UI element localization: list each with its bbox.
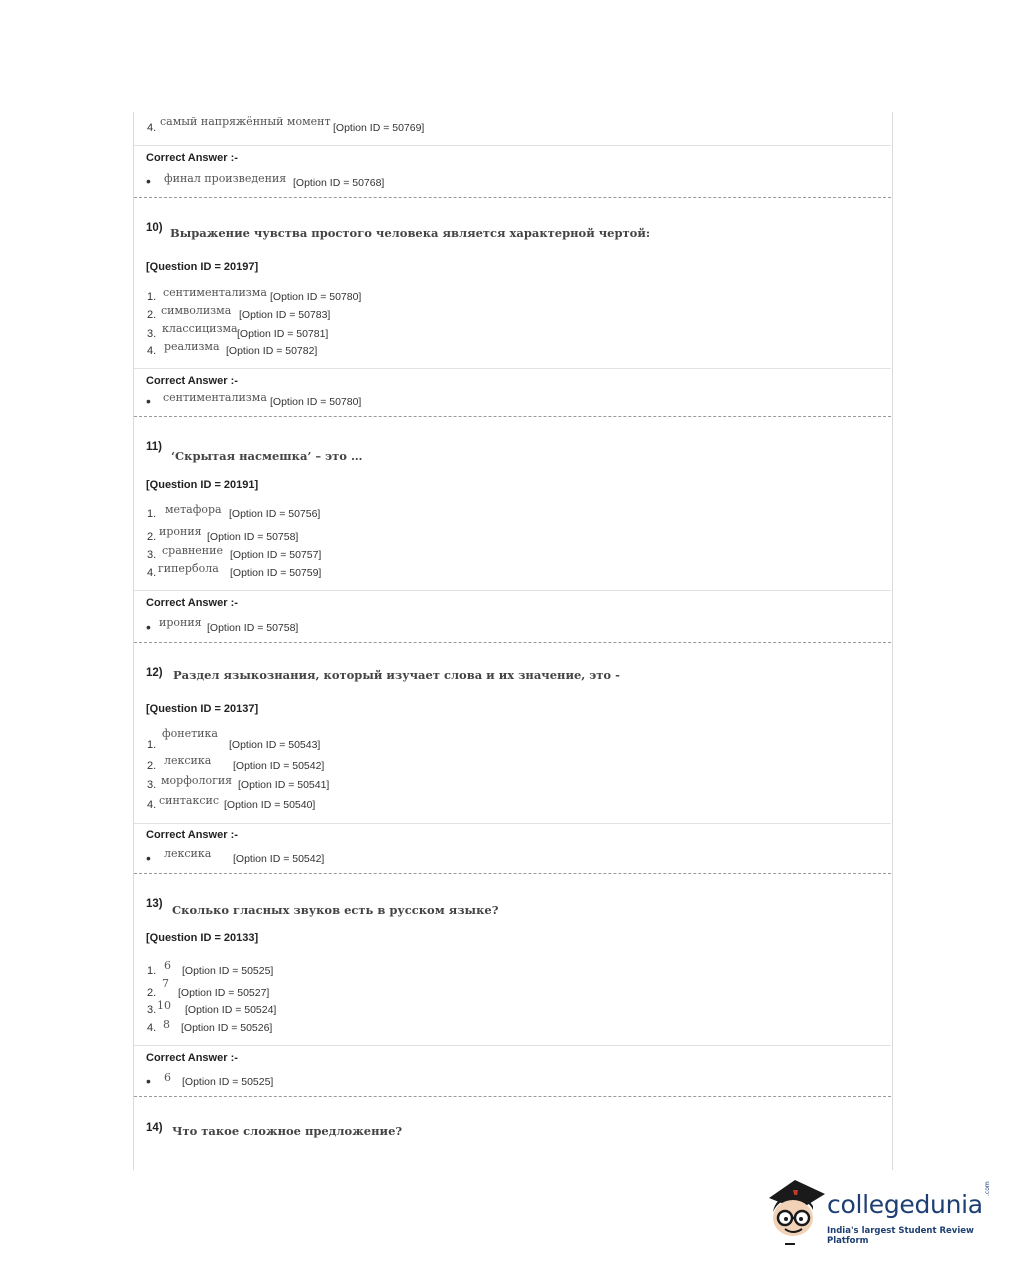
answer-bullet: • xyxy=(146,173,151,189)
option-text: сравнение xyxy=(162,544,223,557)
question-number: 10) xyxy=(146,222,163,234)
answer-text: финал произведения xyxy=(164,172,287,185)
option-number: 2. xyxy=(147,987,157,999)
correct-answer-label: Correct Answer :- xyxy=(146,152,238,164)
option-text: синтаксис xyxy=(159,794,219,807)
logo-tagline: India's largest Student Review Platform xyxy=(827,1226,974,1246)
correct-answer-label: Correct Answer :- xyxy=(146,1052,238,1064)
correct-answer-label: Correct Answer :- xyxy=(146,597,238,609)
option-number: 1. xyxy=(147,965,157,977)
option-number: 4. xyxy=(147,122,157,134)
correct-answer-label: Correct Answer :- xyxy=(146,829,238,841)
question-number: 11) xyxy=(146,441,162,453)
divider xyxy=(134,590,891,591)
question-number: 14) xyxy=(146,1122,163,1134)
option-text: 6 xyxy=(164,959,171,972)
option-id: [Option ID = 50781] xyxy=(237,328,329,340)
option-text: классицизма xyxy=(162,322,238,335)
question-id: [Question ID = 20137] xyxy=(146,703,259,715)
question-text: Сколько гласных звуков есть в русском языке? xyxy=(172,903,499,917)
divider xyxy=(134,145,891,146)
option-number: 2. xyxy=(147,760,157,772)
option-number: 1. xyxy=(147,508,157,520)
option-id: [Option ID = 50780] xyxy=(270,291,362,303)
option-id: [Option ID = 50782] xyxy=(226,345,318,357)
divider xyxy=(134,1045,891,1046)
question-separator xyxy=(134,197,891,198)
option-id: [Option ID = 50525] xyxy=(182,965,274,977)
option-text: символизма xyxy=(161,304,232,317)
answer-option-id: [Option ID = 50780] xyxy=(270,396,362,408)
option-number: 3. xyxy=(147,1004,157,1016)
option-text: лексика xyxy=(164,754,212,767)
answer-option-id: [Option ID = 50758] xyxy=(207,622,299,634)
option-number: 2. xyxy=(147,531,157,543)
divider xyxy=(134,823,891,824)
question-text: Раздел языкознания, который изучает слова и их значение, это - xyxy=(173,668,620,682)
question-text: Что такое сложное предложение? xyxy=(172,1124,403,1138)
option-id: [Option ID = 50758] xyxy=(207,531,299,543)
option-text: 10 xyxy=(157,999,171,1012)
option-number: 4. xyxy=(147,799,157,811)
question-text: ‘Скрытая насмешка’ – это … xyxy=(171,449,363,463)
option-text: 8 xyxy=(163,1018,170,1031)
question-number: 13) xyxy=(146,898,163,910)
answer-bullet: • xyxy=(146,850,151,866)
question-separator xyxy=(134,416,891,417)
question-id: [Question ID = 20197] xyxy=(146,261,259,273)
option-number: 4. xyxy=(147,567,157,579)
option-text: фонетика xyxy=(162,727,218,740)
option-text: гипербола xyxy=(158,562,219,575)
option-number: 4. xyxy=(147,345,157,357)
answer-text: лексика xyxy=(164,847,212,860)
option-number: 2. xyxy=(147,309,157,321)
logo-wordmark: collegedunia xyxy=(827,1190,983,1219)
answer-bullet: • xyxy=(146,393,151,409)
answer-option-id: [Option ID = 50542] xyxy=(233,853,325,865)
question-id: [Question ID = 20191] xyxy=(146,479,259,491)
option-id: [Option ID = 50543] xyxy=(229,739,321,751)
option-id: [Option ID = 50756] xyxy=(229,508,321,520)
option-id: [Option ID = 50759] xyxy=(230,567,322,579)
option-text: метафора xyxy=(165,503,222,516)
logo-suffix: .com xyxy=(984,1181,991,1196)
question-separator xyxy=(134,642,891,643)
answer-option-id: [Option ID = 50768] xyxy=(293,177,385,189)
option-number: 3. xyxy=(147,779,157,791)
answer-text: сентиментализма xyxy=(163,391,267,404)
answer-option-id: [Option ID = 50525] xyxy=(182,1076,274,1088)
option-id: [Option ID = 50783] xyxy=(239,309,331,321)
correct-answer-label: Correct Answer :- xyxy=(146,375,238,387)
option-number: 1. xyxy=(147,739,157,751)
option-id: [Option ID = 50541] xyxy=(238,779,330,791)
answer-text: 6 xyxy=(164,1071,171,1084)
option-text: 7 xyxy=(162,977,169,990)
option-number: 1. xyxy=(147,291,157,303)
option-id: [Option ID = 50540] xyxy=(224,799,316,811)
option-id: [Option ID = 50542] xyxy=(233,760,325,772)
option-text: ирония xyxy=(159,525,202,538)
option-id: [Option ID = 50757] xyxy=(230,549,322,561)
answer-bullet: • xyxy=(146,1073,151,1089)
option-id: [Option ID = 50526] xyxy=(181,1022,273,1034)
answer-bullet: • xyxy=(146,619,151,635)
option-text: самый напряжённый момент xyxy=(160,115,331,128)
question-number: 12) xyxy=(146,667,163,679)
answer-text: ирония xyxy=(159,616,202,629)
question-id: [Question ID = 20133] xyxy=(146,932,259,944)
collegedunia-logo xyxy=(765,1178,997,1248)
option-text: морфология xyxy=(161,774,233,787)
mascot-icon xyxy=(765,1178,829,1248)
option-text: реализма xyxy=(164,340,220,353)
option-text: сентиментализма xyxy=(163,286,267,299)
divider xyxy=(134,368,891,369)
option-id: [Option ID = 50524] xyxy=(185,1004,277,1016)
option-number: 4. xyxy=(147,1022,157,1034)
question-separator xyxy=(134,873,891,874)
option-id: [Option ID = 50769] xyxy=(333,122,425,134)
question-separator xyxy=(134,1096,891,1097)
option-number: 3. xyxy=(147,549,157,561)
option-id: [Option ID = 50527] xyxy=(178,987,270,999)
question-text: Выражение чувства простого человека является характерной чертой: xyxy=(170,226,651,240)
option-number: 3. xyxy=(147,328,157,340)
